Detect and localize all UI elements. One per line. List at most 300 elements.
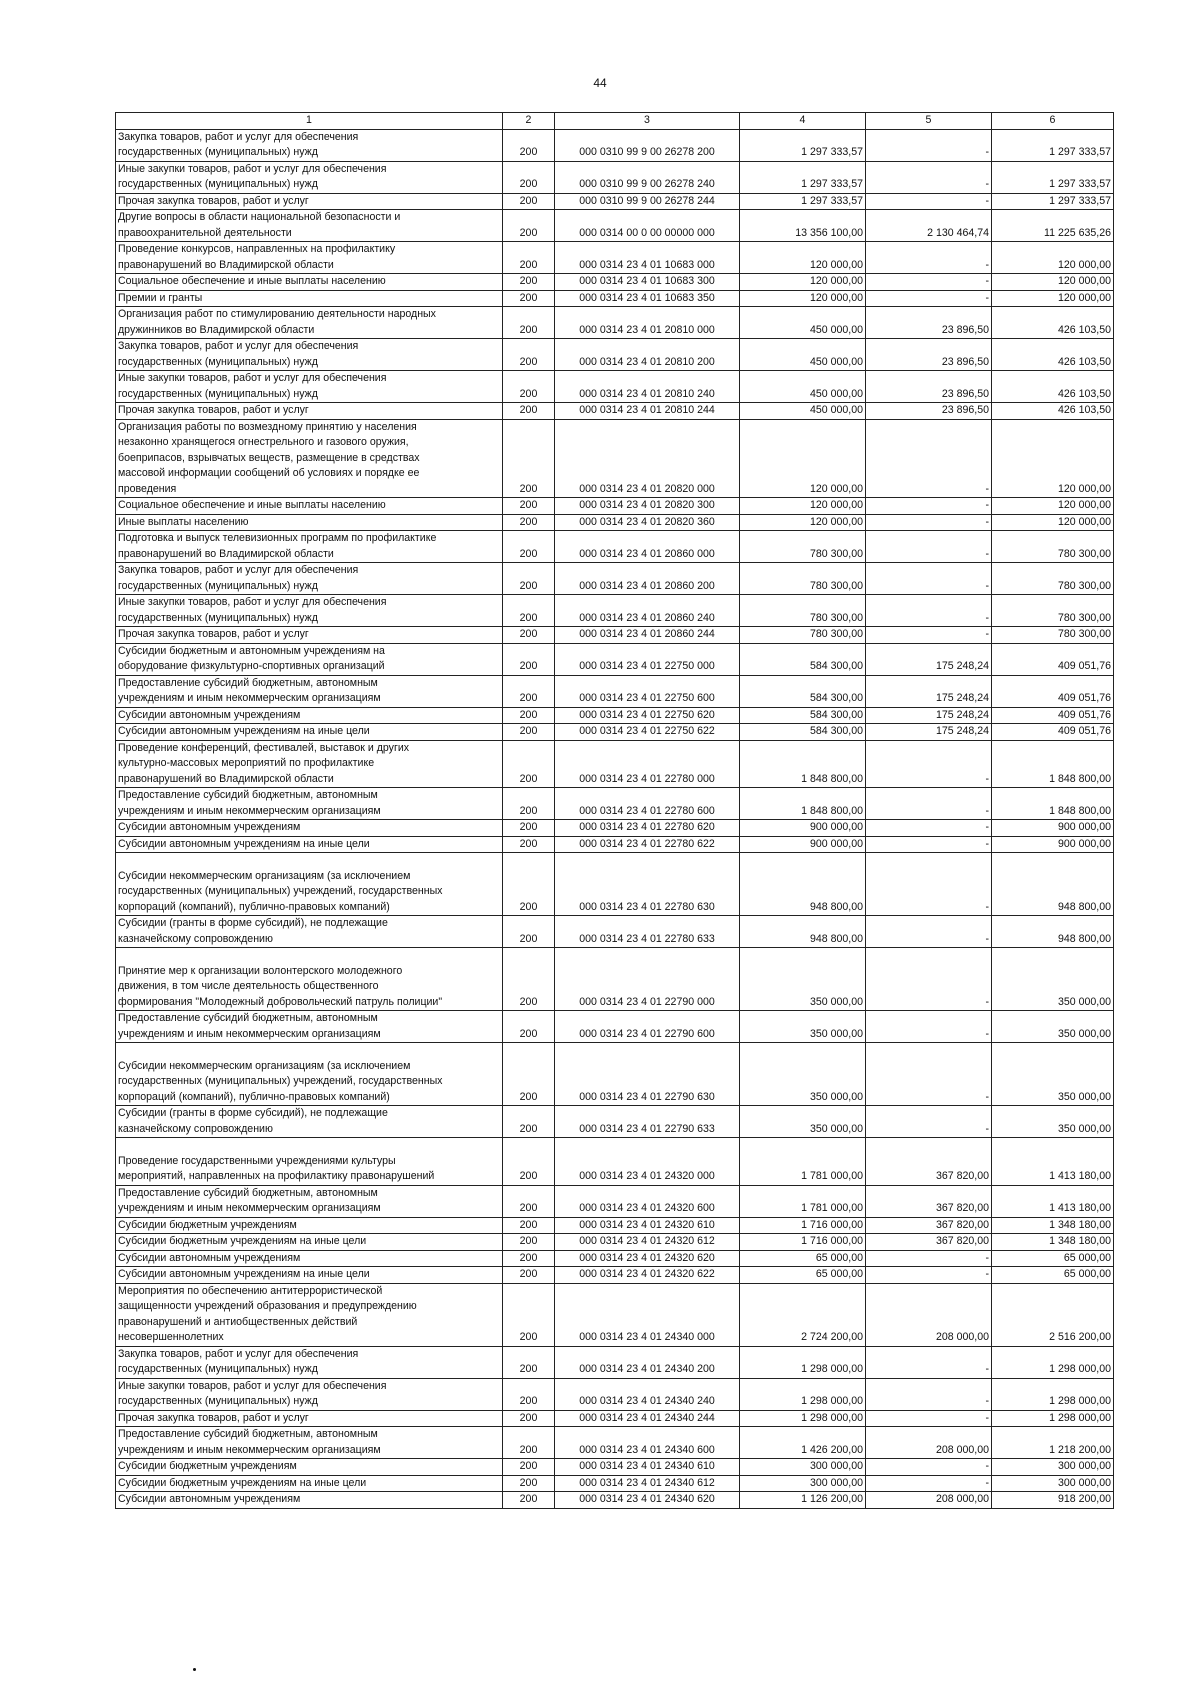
cell-budget-classification: 000 0314 23 4 01 22790 000 [555,948,740,1011]
table-row [116,675,1114,707]
cell-indicator-name [116,1475,503,1492]
cell-unexecuted-amount: 1 348 180,00 [992,1217,1114,1234]
cell-indicator-name [116,371,503,403]
cell-approved-amount: 900 000,00 [740,820,866,837]
indicator-name-text: Проведение конкурсов, направленных на профилактику правонарушений во Владимирской области [118,243,396,271]
cell-budget-classification: 000 0314 23 4 01 10683 350 [555,290,740,307]
cell-budget-classification: 000 0314 23 4 01 20810 244 [555,403,740,420]
cell-executed-amount: 208 000,00 [866,1492,992,1509]
cell-approved-amount: 948 800,00 [740,853,866,916]
cell-approved-amount: 450 000,00 [740,371,866,403]
cell-unexecuted-amount: 120 000,00 [992,274,1114,291]
cell-indicator-name [116,193,503,210]
cell-approved-amount: 1 716 000,00 [740,1234,866,1251]
table-row [116,403,1114,420]
cell-line-code: 200 [503,339,555,371]
cell-indicator-name [116,498,503,515]
table-row [116,1410,1114,1427]
cell-line-code: 200 [503,724,555,741]
table-row [116,707,1114,724]
cell-approved-amount: 120 000,00 [740,419,866,498]
indicator-name-text: Социальное обеспечение и иные выплаты населению [118,275,386,287]
indicator-name-text: Субсидии бюджетным учреждениям [118,1460,297,1472]
cell-indicator-name [116,1106,503,1138]
cell-unexecuted-amount: 1 298 000,00 [992,1410,1114,1427]
cell-executed-amount: - [866,1475,992,1492]
cell-unexecuted-amount: 350 000,00 [992,1043,1114,1106]
cell-unexecuted-amount: 11 225 635,26 [992,210,1114,242]
table-row [116,948,1114,1011]
table-row [116,916,1114,948]
cell-executed-amount: - [866,1346,992,1378]
cell-line-code: 200 [503,210,555,242]
cell-indicator-name [116,531,503,563]
cell-unexecuted-amount: 948 800,00 [992,853,1114,916]
table-row [116,498,1114,515]
cell-approved-amount: 1 297 333,57 [740,193,866,210]
cell-executed-amount: 175 248,24 [866,724,992,741]
table-row [116,290,1114,307]
cell-line-code: 200 [503,161,555,193]
cell-approved-amount: 584 300,00 [740,643,866,675]
cell-approved-amount: 350 000,00 [740,1011,866,1043]
cell-line-code: 200 [503,820,555,837]
cell-executed-amount: 23 896,50 [866,403,992,420]
cell-executed-amount: - [866,1250,992,1267]
table-row [116,1234,1114,1251]
cell-budget-classification: 000 0314 23 4 01 10683 300 [555,274,740,291]
cell-approved-amount: 1 781 000,00 [740,1138,866,1186]
cell-line-code: 200 [503,740,555,788]
cell-indicator-name [116,853,503,916]
cell-executed-amount: 175 248,24 [866,707,992,724]
table-row [116,1475,1114,1492]
cell-approved-amount: 584 300,00 [740,675,866,707]
table-header [116,113,1114,130]
cell-executed-amount: 23 896,50 [866,339,992,371]
table-row [116,161,1114,193]
cell-approved-amount: 1 298 000,00 [740,1378,866,1410]
table-row [116,724,1114,741]
cell-indicator-name [116,1283,503,1346]
table-row [116,1492,1114,1509]
indicator-name-text: Закупка товаров, работ и услуг для обеспечения государственных (муниципальных) нужд [118,340,359,368]
cell-executed-amount: - [866,514,992,531]
cell-budget-classification: 000 0314 23 4 01 20810 000 [555,307,740,339]
table-row [116,210,1114,242]
table-row [116,595,1114,627]
table-body [116,129,1114,1508]
cell-unexecuted-amount: 409 051,76 [992,724,1114,741]
cell-executed-amount: - [866,1043,992,1106]
cell-indicator-name [116,1492,503,1509]
table-row [116,1250,1114,1267]
cell-indicator-name [116,210,503,242]
cell-executed-amount: - [866,290,992,307]
cell-line-code: 200 [503,853,555,916]
cell-unexecuted-amount: 120 000,00 [992,419,1114,498]
header-col-2: 2 [503,113,555,130]
cell-line-code: 200 [503,1185,555,1217]
cell-unexecuted-amount: 120 000,00 [992,514,1114,531]
cell-unexecuted-amount: 1 413 180,00 [992,1185,1114,1217]
cell-indicator-name [116,1011,503,1043]
cell-executed-amount: - [866,1459,992,1476]
cell-line-code: 200 [503,788,555,820]
cell-line-code: 200 [503,1475,555,1492]
cell-indicator-name [116,948,503,1011]
table-row [116,836,1114,853]
cell-unexecuted-amount: 409 051,76 [992,675,1114,707]
cell-line-code: 200 [503,290,555,307]
cell-approved-amount: 450 000,00 [740,339,866,371]
cell-approved-amount: 1 126 200,00 [740,1492,866,1509]
indicator-name-text: Прочая закупка товаров, работ и услуг [118,194,309,207]
cell-unexecuted-amount: 1 848 800,00 [992,788,1114,820]
table-row [116,563,1114,595]
cell-line-code: 200 [503,1427,555,1459]
cell-unexecuted-amount: 350 000,00 [992,948,1114,1011]
cell-budget-classification: 000 0310 99 9 00 26278 200 [555,129,740,161]
indicator-name-text: Закупка товаров, работ и услуг для обеспечения государственных (муниципальных) нужд [118,130,359,158]
cell-unexecuted-amount: 426 103,50 [992,307,1114,339]
cell-unexecuted-amount: 1 297 333,57 [992,193,1114,210]
cell-indicator-name [116,1217,503,1234]
cell-line-code: 200 [503,627,555,644]
cell-executed-amount: 175 248,24 [866,675,992,707]
table-row [116,1011,1114,1043]
cell-approved-amount: 120 000,00 [740,514,866,531]
indicator-name-text: Иные закупки товаров, работ и услуг для обеспечения государственных (муниципальных) нужд [118,372,387,400]
cell-executed-amount: - [866,1106,992,1138]
indicator-name-text: Субсидии автономным учреждениям [118,1493,301,1505]
cell-budget-classification: 000 0314 23 4 01 24320 612 [555,1234,740,1251]
cell-line-code: 200 [503,1492,555,1509]
cell-approved-amount: 584 300,00 [740,707,866,724]
table-row [116,1459,1114,1476]
cell-line-code: 200 [503,916,555,948]
cell-approved-amount: 1 781 000,00 [740,1185,866,1217]
cell-unexecuted-amount: 426 103,50 [992,371,1114,403]
cell-indicator-name [116,643,503,675]
indicator-name-text: Субсидии автономным учреждениям на иные цели [118,1268,370,1280]
table-row [116,820,1114,837]
cell-budget-classification: 000 0314 23 4 01 20810 240 [555,371,740,403]
cell-indicator-name [116,740,503,788]
cell-approved-amount: 900 000,00 [740,836,866,853]
cell-line-code: 200 [503,1011,555,1043]
cell-approved-amount: 450 000,00 [740,403,866,420]
cell-approved-amount: 300 000,00 [740,1475,866,1492]
cell-budget-classification: 000 0310 99 9 00 26278 240 [555,161,740,193]
indicator-name-text: Субсидии автономным учреждениям [118,1251,301,1264]
cell-unexecuted-amount: 300 000,00 [992,1475,1114,1492]
cell-approved-amount: 350 000,00 [740,948,866,1011]
cell-budget-classification: 000 0314 23 4 01 24340 600 [555,1427,740,1459]
cell-executed-amount: - [866,161,992,193]
cell-line-code: 200 [503,419,555,498]
cell-executed-amount: - [866,1378,992,1410]
table-row [116,1138,1114,1186]
cell-executed-amount: - [866,740,992,788]
cell-indicator-name [116,1267,503,1284]
table-row [116,371,1114,403]
cell-unexecuted-amount: 780 300,00 [992,531,1114,563]
cell-approved-amount: 780 300,00 [740,627,866,644]
cell-unexecuted-amount: 780 300,00 [992,595,1114,627]
indicator-name-text: Субсидии некоммерческим организациям (за исключением государственных (муниципальных) учреждений, государственных корпораций (компаний), публично-правовых компаний) [118,869,443,913]
cell-unexecuted-amount: 65 000,00 [992,1267,1114,1284]
indicator-name-text: Субсидии (гранты в форме субсидий), не подлежащие казначейскому сопровождению [118,1107,388,1135]
cell-unexecuted-amount: 780 300,00 [992,627,1114,644]
cell-approved-amount: 13 356 100,00 [740,210,866,242]
cell-unexecuted-amount: 948 800,00 [992,916,1114,948]
indicator-name-text: Предоставление субсидий бюджетным, автономным учреждениям и иным некоммерческим организациям [118,789,381,817]
table-row [116,1267,1114,1284]
cell-indicator-name [116,1410,503,1427]
cell-line-code: 200 [503,563,555,595]
cell-executed-amount: 23 896,50 [866,371,992,403]
cell-budget-classification: 000 0314 23 4 01 22750 622 [555,724,740,741]
cell-budget-classification: 000 0314 23 4 01 24340 244 [555,1410,740,1427]
cell-approved-amount: 948 800,00 [740,916,866,948]
cell-unexecuted-amount: 1 413 180,00 [992,1138,1114,1186]
cell-approved-amount: 1 298 000,00 [740,1410,866,1427]
cell-budget-classification: 000 0314 23 4 01 20820 000 [555,419,740,498]
cell-budget-classification: 000 0314 23 4 01 20810 200 [555,339,740,371]
cell-executed-amount: - [866,563,992,595]
cell-approved-amount: 780 300,00 [740,531,866,563]
indicator-name-text: Организация работы по возмездному принятию у населения незаконно хранящегося огнестрельного и газового оружия, боеприпасов, взрывчатых веществ, размещение в средствах массовой информации сообщений об условиях и порядке ее проведения [118,420,420,495]
cell-approved-amount: 450 000,00 [740,307,866,339]
cell-budget-classification: 000 0314 23 4 01 22790 600 [555,1011,740,1043]
cell-executed-amount: - [866,274,992,291]
table-row [116,643,1114,675]
table-row [116,1217,1114,1234]
cell-unexecuted-amount: 409 051,76 [992,707,1114,724]
cell-approved-amount: 65 000,00 [740,1250,866,1267]
cell-executed-amount: 208 000,00 [866,1283,992,1346]
cell-line-code: 200 [503,307,555,339]
cell-executed-amount: - [866,836,992,853]
cell-line-code: 200 [503,531,555,563]
cell-executed-amount: - [866,242,992,274]
indicator-name-text: Субсидии автономным учреждениям [118,821,301,833]
indicator-name-text: Проведение государственными учреждениями культуры мероприятий, направленных на профилактику правонарушений [118,1154,435,1182]
cell-budget-classification: 000 0314 23 4 01 24320 600 [555,1185,740,1217]
table-row [116,1283,1114,1346]
cell-line-code: 200 [503,498,555,515]
cell-line-code: 200 [503,193,555,210]
cell-approved-amount: 1 426 200,00 [740,1427,866,1459]
cell-budget-classification: 000 0314 00 0 00 00000 000 [555,210,740,242]
cell-indicator-name [116,1138,503,1186]
cell-unexecuted-amount: 65 000,00 [992,1250,1114,1267]
cell-approved-amount: 1 298 000,00 [740,1346,866,1378]
indicator-name-text: Субсидии автономным учреждениям [118,708,301,721]
cell-line-code: 200 [503,514,555,531]
cell-budget-classification: 000 0314 23 4 01 22790 633 [555,1106,740,1138]
header-col-6: 6 [992,113,1114,130]
indicator-name-text: Субсидии (гранты в форме субсидий), не подлежащие казначейскому сопровождению [118,917,388,945]
cell-line-code: 200 [503,948,555,1011]
cell-indicator-name [116,514,503,531]
cell-budget-classification: 000 0314 23 4 01 24340 620 [555,1492,740,1509]
cell-executed-amount: - [866,627,992,644]
cell-executed-amount: - [866,1410,992,1427]
cell-unexecuted-amount: 350 000,00 [992,1011,1114,1043]
table-row [116,1043,1114,1106]
cell-line-code: 200 [503,1267,555,1284]
cell-unexecuted-amount: 1 297 333,57 [992,129,1114,161]
cell-approved-amount: 1 848 800,00 [740,740,866,788]
cell-budget-classification: 000 0310 99 9 00 26278 244 [555,193,740,210]
cell-budget-classification: 000 0314 23 4 01 20820 300 [555,498,740,515]
header-col-5: 5 [866,113,992,130]
cell-indicator-name [116,403,503,420]
cell-line-code: 200 [503,1250,555,1267]
table-row [116,740,1114,788]
table-row [116,1346,1114,1378]
cell-line-code: 200 [503,643,555,675]
cell-line-code: 200 [503,675,555,707]
cell-unexecuted-amount: 1 297 333,57 [992,161,1114,193]
table-row [116,419,1114,498]
cell-budget-classification: 000 0314 23 4 01 22780 622 [555,836,740,853]
cell-budget-classification: 000 0314 23 4 01 20860 244 [555,627,740,644]
cell-budget-classification: 000 0314 23 4 01 24320 610 [555,1217,740,1234]
cell-budget-classification: 000 0314 23 4 01 24340 612 [555,1475,740,1492]
cell-budget-classification: 000 0314 23 4 01 20860 000 [555,531,740,563]
cell-line-code: 200 [503,1106,555,1138]
cell-unexecuted-amount: 1 218 200,00 [992,1427,1114,1459]
cell-executed-amount: 367 820,00 [866,1185,992,1217]
cell-approved-amount: 780 300,00 [740,595,866,627]
table-row [116,193,1114,210]
table-row [116,1106,1114,1138]
indicator-name-text: Субсидии бюджетным учреждениям [118,1218,297,1231]
cell-unexecuted-amount: 300 000,00 [992,1459,1114,1476]
cell-line-code: 200 [503,836,555,853]
indicator-name-text: Иные закупки товаров, работ и услуг для обеспечения государственных (муниципальных) нужд [118,162,387,190]
cell-approved-amount: 1 716 000,00 [740,1217,866,1234]
cell-unexecuted-amount: 1 848 800,00 [992,740,1114,788]
cell-line-code: 200 [503,1283,555,1346]
cell-line-code: 200 [503,707,555,724]
indicator-name-text: Субсидии автономным учреждениям на иные цели [118,837,370,850]
cell-executed-amount: - [866,419,992,498]
cell-approved-amount: 2 724 200,00 [740,1283,866,1346]
indicator-name-text: Закупка товаров, работ и услуг для обеспечения государственных (муниципальных) нужд [118,564,359,592]
cell-line-code: 200 [503,274,555,291]
cell-executed-amount: - [866,853,992,916]
cell-unexecuted-amount: 350 000,00 [992,1106,1114,1138]
table-row [116,339,1114,371]
cell-unexecuted-amount: 120 000,00 [992,290,1114,307]
page-number: 44 [593,76,607,90]
cell-executed-amount: 175 248,24 [866,643,992,675]
cell-executed-amount: - [866,595,992,627]
cell-budget-classification: 000 0314 23 4 01 22780 620 [555,820,740,837]
cell-line-code: 200 [503,1217,555,1234]
cell-indicator-name [116,916,503,948]
cell-indicator-name [116,1043,503,1106]
cell-executed-amount: - [866,788,992,820]
cell-executed-amount: - [866,948,992,1011]
cell-indicator-name [116,1346,503,1378]
cell-line-code: 200 [503,403,555,420]
cell-budget-classification: 000 0314 23 4 01 22780 630 [555,853,740,916]
cell-unexecuted-amount: 1 298 000,00 [992,1378,1114,1410]
cell-approved-amount: 1 848 800,00 [740,788,866,820]
cell-executed-amount: - [866,129,992,161]
cell-indicator-name [116,1250,503,1267]
cell-indicator-name [116,290,503,307]
indicator-name-text: Закупка товаров, работ и услуг для обеспечения государственных (муниципальных) нужд [118,1347,359,1375]
budget-execution-table [115,112,1114,1509]
cell-budget-classification: 000 0314 23 4 01 24320 622 [555,1267,740,1284]
cell-indicator-name [116,788,503,820]
cell-indicator-name [116,1185,503,1217]
cell-unexecuted-amount: 1 348 180,00 [992,1234,1114,1251]
cell-budget-classification: 000 0314 23 4 01 22780 000 [555,740,740,788]
cell-executed-amount: - [866,820,992,837]
cell-indicator-name [116,836,503,853]
cell-indicator-name [116,724,503,741]
cell-indicator-name [116,707,503,724]
cell-indicator-name [116,563,503,595]
cell-approved-amount: 350 000,00 [740,1106,866,1138]
cell-indicator-name [116,1459,503,1476]
table-row [116,853,1114,916]
indicator-name-text: Проведение конференций, фестивалей, выставок и других культурно-массовых мероприятий по профилактике правонарушений во Владимирской области [118,741,410,785]
header-col-1: 1 [116,113,503,130]
indicator-name-text: Субсидии некоммерческим организациям (за исключением государственных (муниципальных) учреждений, государственных корпораций (компаний), публично-правовых компаний) [118,1059,443,1103]
cell-indicator-name [116,627,503,644]
cell-executed-amount: - [866,1267,992,1284]
cell-indicator-name [116,1427,503,1459]
table-row [116,788,1114,820]
cell-indicator-name [116,274,503,291]
cell-executed-amount: 208 000,00 [866,1427,992,1459]
indicator-name-text: Предоставление субсидий бюджетным, автономным учреждениям и иным некоммерческим организациям [118,676,381,704]
cell-approved-amount: 1 297 333,57 [740,161,866,193]
cell-budget-classification: 000 0314 23 4 01 24320 000 [555,1138,740,1186]
indicator-name-text: Предоставление субсидий бюджетным, автономным учреждениям и иным некоммерческим организациям [118,1012,381,1040]
cell-budget-classification: 000 0314 23 4 01 24340 200 [555,1346,740,1378]
indicator-name-text: Субсидии бюджетным учреждениям на иные цели [118,1476,367,1489]
cell-approved-amount: 584 300,00 [740,724,866,741]
cell-budget-classification: 000 0314 23 4 01 24340 000 [555,1283,740,1346]
cell-budget-classification: 000 0314 23 4 01 24320 620 [555,1250,740,1267]
indicator-name-text: Иные выплаты населению [118,515,249,528]
indicator-name-text: Социальное обеспечение и иные выплаты населению [118,499,386,511]
cell-line-code: 200 [503,595,555,627]
cell-line-code: 200 [503,1043,555,1106]
cell-executed-amount: 23 896,50 [866,307,992,339]
cell-line-code: 200 [503,1459,555,1476]
cell-line-code: 200 [503,1346,555,1378]
cell-budget-classification: 000 0314 23 4 01 22790 630 [555,1043,740,1106]
cell-line-code: 200 [503,371,555,403]
cell-approved-amount: 300 000,00 [740,1459,866,1476]
cell-approved-amount: 65 000,00 [740,1267,866,1284]
cell-unexecuted-amount: 120 000,00 [992,498,1114,515]
table-row [116,242,1114,274]
cell-executed-amount: - [866,1011,992,1043]
cell-budget-classification: 000 0314 23 4 01 22750 620 [555,707,740,724]
cell-unexecuted-amount: 900 000,00 [992,820,1114,837]
